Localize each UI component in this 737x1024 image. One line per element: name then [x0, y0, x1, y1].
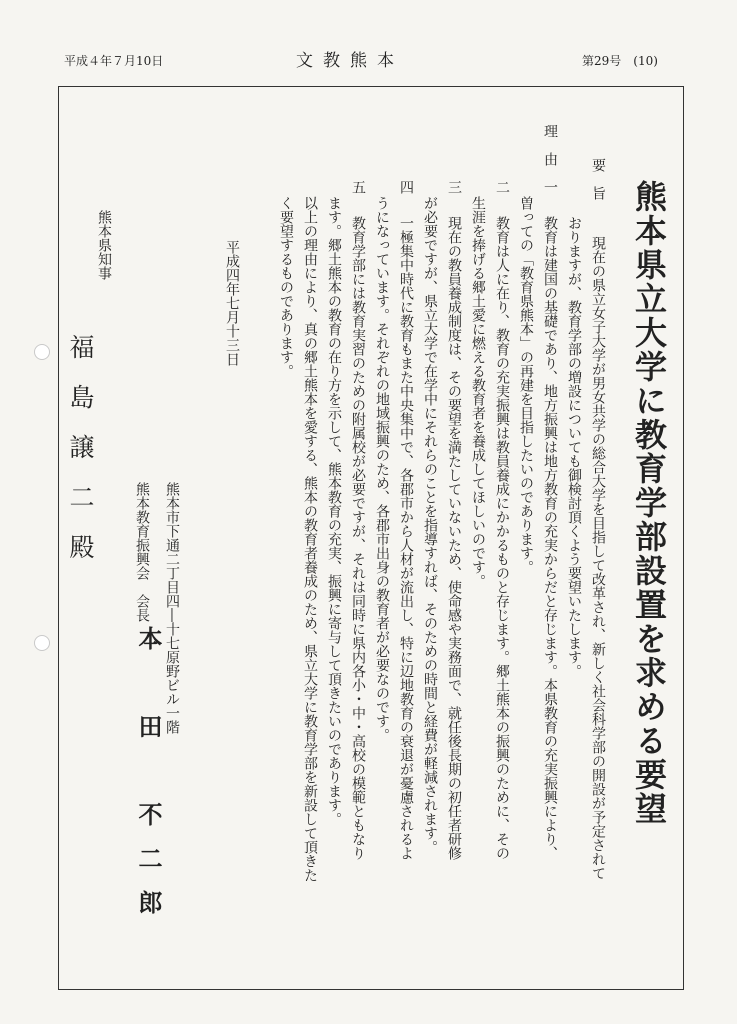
- conclusion-line: 以上の理由により、真の郷土熊本を愛する、熊本の教育者養成のため、県立大学に教育学部を新設して頂きた: [302, 196, 318, 882]
- recipient-title: 熊本県知事: [96, 210, 112, 280]
- point-line: うになっています。それぞれの地域振興のため、各郡市出身の教育者が必要なのです。: [374, 196, 390, 742]
- point-line: ます。郷土熊本の教育の在り方を示して、熊本教育の充実、振興に寄与して頂きたいのであります。: [326, 196, 342, 826]
- sender-org: 熊本教育振興会 会長: [134, 482, 150, 622]
- conclusion-line: く要望するものであります。: [278, 196, 294, 378]
- point-line: 教育学部には教育実習のための附属校が必要ですが、それは同時に県内各小・中・高校の模範ともなり: [350, 216, 366, 860]
- summary-line: 現在の県立女子大学が男女共学の総合大学を目指して改革され、新しく社会科学部の開設が予定されて: [590, 236, 606, 880]
- header-title: 文教熊本: [296, 51, 404, 71]
- sender-address: 熊本市下通二丁目四―十七原野ビル一階: [164, 482, 180, 734]
- reasons-heading: 理 由: [542, 124, 558, 166]
- summary-line: おりますが、教育学部の増設についても御検討頂くよう要望いたします。: [566, 216, 582, 678]
- point-line: 教育は人に在り、教育の充実振興は教員養成にかかるものと存じます。郷土熊本の振興のために、その: [494, 216, 510, 860]
- point-number: 一: [542, 180, 558, 194]
- point-number: 五: [350, 180, 366, 194]
- point-line: 一極集中時代に教育もまた中央集中で、各郡市から人材が流出し、特に辺地教育の衰退が憂慮されるよ: [398, 216, 414, 860]
- letter-date: 平成四年七月十三日: [224, 240, 240, 366]
- point-line: 教育は建国の基礎であり、地方振興は地方教育の充実からだと存じます。本県教育の充実振興により、: [542, 216, 558, 860]
- point-line: 生涯を捧げる郷土愛に燃える教育者を養成してほしいのです。: [470, 196, 486, 588]
- point-line: が必要ですが、県立大学で在学中にそれらのことを指導すれば、そのための時間と経費が軽減されます。: [422, 196, 438, 854]
- point-number: 四: [398, 180, 414, 194]
- point-line: 曽っての「教育県熊本」の再建を目指したいのであります。: [518, 196, 534, 574]
- point-line: 現在の教員養成制度は、その要望を満たしていないため、使命感や実務面で、就任後長期の初任者研修: [446, 216, 462, 860]
- article-title: 熊本県立大学に教育学部設置を求める要望: [630, 180, 668, 826]
- binder-hole-top: [34, 344, 50, 360]
- recipient-name: 福島譲二殿: [66, 334, 95, 584]
- header-date: 平成４年７月10日: [64, 54, 164, 68]
- header-issue: 第29号 (10): [582, 54, 658, 68]
- summary-heading: 要 旨: [590, 158, 606, 200]
- binder-hole-bottom: [34, 635, 50, 651]
- sender-name: 本 田 不二郎: [134, 626, 163, 934]
- page-header: [0, 46, 737, 76]
- point-number: 二: [494, 180, 510, 194]
- point-number: 三: [446, 180, 462, 194]
